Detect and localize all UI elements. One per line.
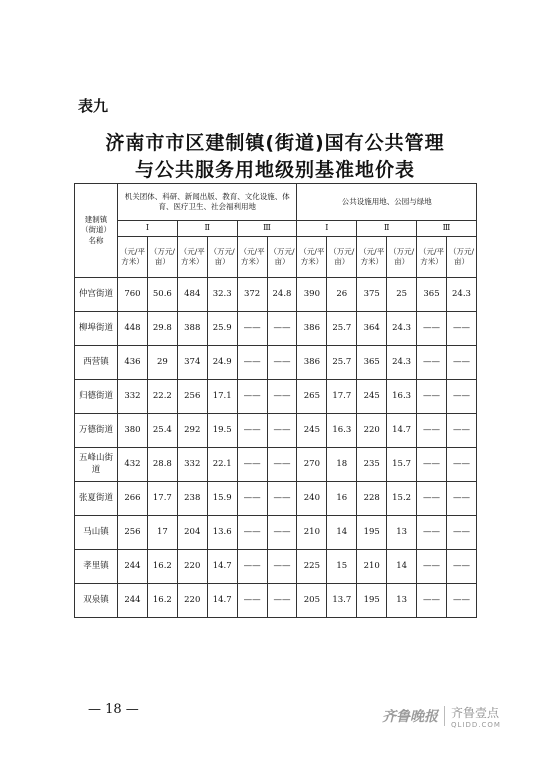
table-cell: 25: [387, 278, 417, 312]
table-cell: 15.9: [207, 482, 237, 516]
table-row: [75, 380, 477, 414]
table-cell: 14: [327, 516, 357, 550]
watermark-domain: QLIDD.COM: [451, 720, 501, 729]
table-cell: 372: [237, 278, 267, 312]
table-cell: 17: [147, 516, 177, 550]
unit-header: （元/平方米）: [118, 237, 148, 278]
table-cell: 256: [118, 516, 148, 550]
group-header-1: 机关团体、科研、新闻出版、教育、文化设施、体育、医疗卫生、社会福利用地: [118, 184, 297, 221]
table-cell: 19.5: [207, 414, 237, 448]
table-cell: 266: [118, 482, 148, 516]
watermark-brand: 齐鲁壹点: [451, 705, 500, 720]
watermark-right: [445, 704, 501, 729]
table-cell: 25.7: [327, 346, 357, 380]
table-cell: ——: [446, 482, 476, 516]
table-cell: 238: [177, 482, 207, 516]
table-cell: ——: [446, 550, 476, 584]
unit-header: （元/平方米）: [417, 237, 447, 278]
table-cell: 245: [297, 414, 327, 448]
table-cell: 18: [327, 448, 357, 482]
row-name: 张夏街道: [75, 482, 118, 516]
table-cell: ——: [237, 482, 267, 516]
unit-header: （元/平方米）: [357, 237, 387, 278]
table-cell: 17.7: [327, 380, 357, 414]
table-cell: 375: [357, 278, 387, 312]
table-row: [75, 584, 477, 618]
table-cell: 15: [327, 550, 357, 584]
table-cell: 25.9: [207, 312, 237, 346]
table-cell: 270: [297, 448, 327, 482]
table-cell: ——: [267, 380, 297, 414]
grade-header: Ⅲ: [417, 221, 477, 237]
table-cell: ——: [417, 312, 447, 346]
table-cell: 16: [327, 482, 357, 516]
page-number: — 18 —: [88, 702, 139, 717]
table-cell: ——: [446, 584, 476, 618]
table-cell: 26: [327, 278, 357, 312]
table-cell: ——: [446, 414, 476, 448]
table-cell: ——: [237, 312, 267, 346]
table-cell: 220: [177, 550, 207, 584]
table-cell: 484: [177, 278, 207, 312]
table-cell: 14: [387, 550, 417, 584]
table-cell: ——: [237, 550, 267, 584]
table-cell: 17.1: [207, 380, 237, 414]
table-cell: ——: [446, 346, 476, 380]
table-cell: ——: [237, 414, 267, 448]
unit-header: （元/平方米）: [177, 237, 207, 278]
table-cell: ——: [267, 550, 297, 584]
table-cell: ——: [417, 550, 447, 584]
grade-header: Ⅲ: [237, 221, 297, 237]
watermark-left: 齐鲁晚报: [382, 706, 445, 726]
row-name: 仲宫街道: [75, 278, 118, 312]
table-cell: 244: [118, 550, 148, 584]
table-row: [75, 516, 477, 550]
grade-header: Ⅱ: [177, 221, 237, 237]
land-price-table: [74, 183, 477, 618]
table-row: [75, 346, 477, 380]
table-cell: 390: [297, 278, 327, 312]
unit-header: （元/平方米）: [237, 237, 267, 278]
table-cell: ——: [237, 448, 267, 482]
watermark-logo: [382, 700, 532, 732]
table-cell: ——: [446, 312, 476, 346]
unit-header: （万元/亩）: [327, 237, 357, 278]
table-cell: 228: [357, 482, 387, 516]
table-cell: 25.7: [327, 312, 357, 346]
table-row: [75, 414, 477, 448]
table-cell: 195: [357, 584, 387, 618]
table-cell: 22.1: [207, 448, 237, 482]
table-row: [75, 278, 477, 312]
table-row: [75, 550, 477, 584]
table-cell: 17.7: [147, 482, 177, 516]
page-title-line2: 与公共服务用地级别基准地价表: [134, 159, 415, 181]
table-cell: 374: [177, 346, 207, 380]
row-name: 五峰山街道: [75, 448, 118, 482]
grade-header: Ⅱ: [357, 221, 417, 237]
table-cell: 28.8: [147, 448, 177, 482]
group-header-2: 公共设施用地、公园与绿地: [297, 184, 477, 221]
table-cell: ——: [417, 380, 447, 414]
table-cell: ——: [446, 448, 476, 482]
table-cell: 204: [177, 516, 207, 550]
table-cell: 24.3: [446, 278, 476, 312]
table-row: [75, 448, 477, 482]
table-cell: 15.2: [387, 482, 417, 516]
table-cell: 15.7: [387, 448, 417, 482]
table-row: [75, 312, 477, 346]
table-cell: ——: [267, 346, 297, 380]
table-cell: 380: [118, 414, 148, 448]
table-cell: 432: [118, 448, 148, 482]
table-cell: ——: [267, 516, 297, 550]
table-cell: 760: [118, 278, 148, 312]
unit-header: （万元/亩）: [446, 237, 476, 278]
table-cell: 256: [177, 380, 207, 414]
table-cell: 365: [417, 278, 447, 312]
row-name: 孝里镇: [75, 550, 118, 584]
table-cell: 16.3: [387, 380, 417, 414]
table-cell: 13.7: [327, 584, 357, 618]
table-cell: 25.4: [147, 414, 177, 448]
table-cell: 16.2: [147, 584, 177, 618]
table-cell: ——: [237, 584, 267, 618]
table-cell: 24.9: [207, 346, 237, 380]
table-cell: 364: [357, 312, 387, 346]
table-cell: 240: [297, 482, 327, 516]
unit-header: （万元/亩）: [207, 237, 237, 278]
table-cell: 22.2: [147, 380, 177, 414]
table-cell: ——: [417, 448, 447, 482]
table-cell: 220: [177, 584, 207, 618]
table-cell: ——: [417, 584, 447, 618]
table-cell: 14.7: [207, 550, 237, 584]
row-name: 西营镇: [75, 346, 118, 380]
table-cell: ——: [267, 584, 297, 618]
table-cell: 436: [118, 346, 148, 380]
table-cell: 24.3: [387, 312, 417, 346]
table-cell: ——: [417, 516, 447, 550]
table-cell: 365: [357, 346, 387, 380]
row-name: 双泉镇: [75, 584, 118, 618]
table-cell: 245: [357, 380, 387, 414]
table-row: [75, 482, 477, 516]
grade-header: Ⅰ: [297, 221, 357, 237]
table-cell: 332: [177, 448, 207, 482]
table-number: 表九: [78, 97, 109, 115]
table-cell: 16.2: [147, 550, 177, 584]
table-cell: 210: [297, 516, 327, 550]
table-cell: 205: [297, 584, 327, 618]
table-cell: 244: [118, 584, 148, 618]
table-cell: ——: [417, 414, 447, 448]
table-cell: 13.6: [207, 516, 237, 550]
table-cell: ——: [446, 516, 476, 550]
unit-header: （万元/亩）: [387, 237, 417, 278]
table-cell: 210: [357, 550, 387, 584]
table-cell: ——: [267, 448, 297, 482]
row-name: 归德街道: [75, 380, 118, 414]
table-cell: 29: [147, 346, 177, 380]
table-cell: 13: [387, 584, 417, 618]
table-cell: 14.7: [387, 414, 417, 448]
grade-header: Ⅰ: [118, 221, 178, 237]
table-cell: 265: [297, 380, 327, 414]
table-cell: 448: [118, 312, 148, 346]
page-title-line1: 济南市市区建制镇(街道)国有公共管理: [105, 132, 445, 154]
table-cell: 386: [297, 312, 327, 346]
table-cell: 14.7: [207, 584, 237, 618]
table-cell: 32.3: [207, 278, 237, 312]
table-cell: ——: [237, 346, 267, 380]
table-cell: ——: [417, 346, 447, 380]
unit-header: （万元/亩）: [147, 237, 177, 278]
table-cell: 235: [357, 448, 387, 482]
table-cell: 16.3: [327, 414, 357, 448]
table-cell: 195: [357, 516, 387, 550]
table-cell: 29.8: [147, 312, 177, 346]
unit-header: （元/平方米）: [297, 237, 327, 278]
table-cell: 292: [177, 414, 207, 448]
table-cell: ——: [237, 380, 267, 414]
table-cell: 225: [297, 550, 327, 584]
table-cell: 24.8: [267, 278, 297, 312]
table-cell: 24.3: [387, 346, 417, 380]
row-header: 建制镇 （街道） 名称: [75, 184, 118, 278]
table-cell: 332: [118, 380, 148, 414]
table-cell: 50.6: [147, 278, 177, 312]
table-cell: 386: [297, 346, 327, 380]
row-name: 万德街道: [75, 414, 118, 448]
unit-header: （万元/亩）: [267, 237, 297, 278]
table-cell: 13: [387, 516, 417, 550]
table-cell: ——: [267, 312, 297, 346]
table-cell: ——: [446, 380, 476, 414]
row-name: 马山镇: [75, 516, 118, 550]
table-cell: ——: [417, 482, 447, 516]
table-cell: ——: [267, 482, 297, 516]
table-cell: 220: [357, 414, 387, 448]
table-cell: ——: [267, 414, 297, 448]
table-cell: 388: [177, 312, 207, 346]
table-cell: ——: [237, 516, 267, 550]
row-name: 柳埠街道: [75, 312, 118, 346]
